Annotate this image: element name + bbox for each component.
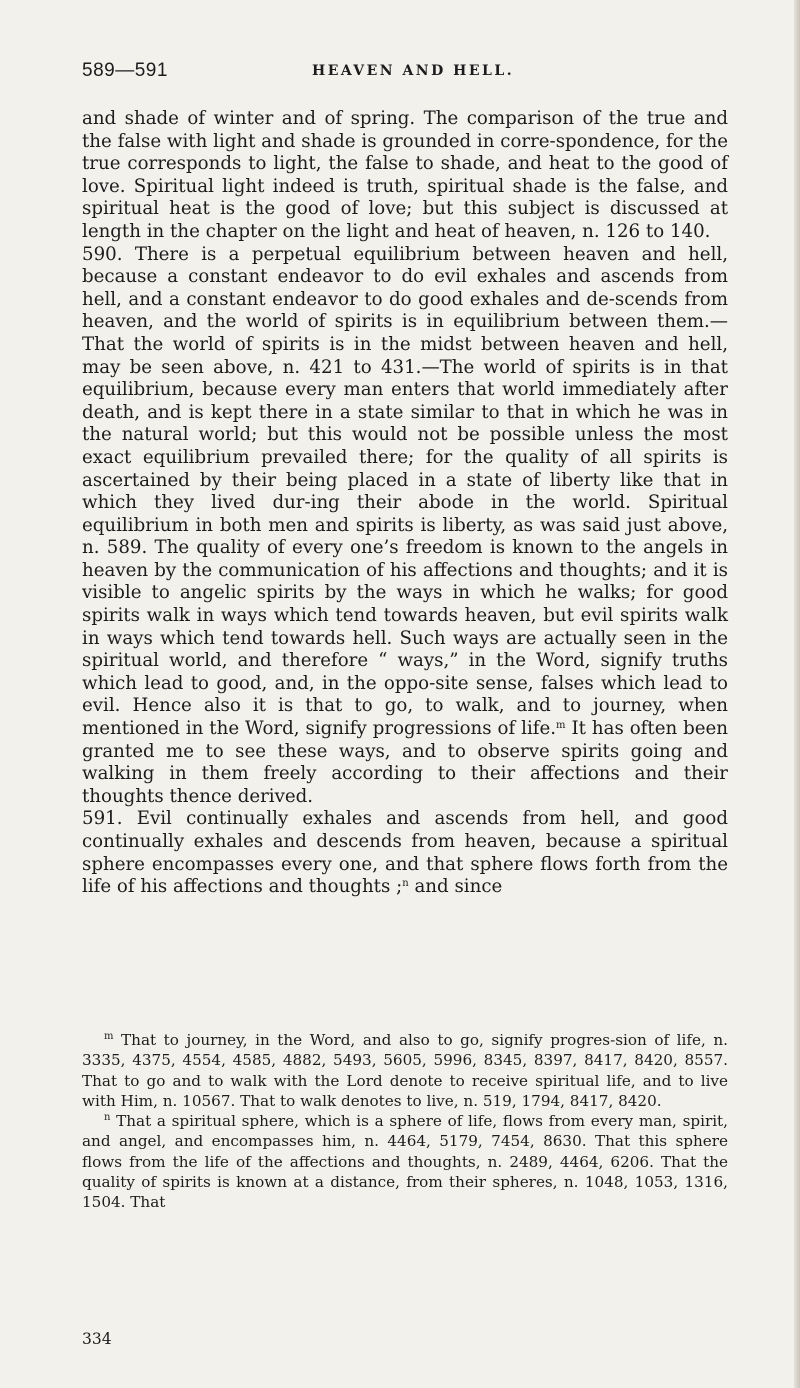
paragraph-591-text: 591. Evil continually exhales and ascends from hell, and good continually exhales and descends from heaven, because a spiritual sphere encompasses every one, and that sphere flows forth from the life of his affections and thoughts ; [82,808,728,898]
footnote-marker-n: n [104,1112,111,1124]
footnote-n-text: That a spiritual sphere, which is a sphere of life, flows from every man, spirit, and angel, and encompasses him, n. 4464, 5179, 7454, 8630. That this sphere flows from the life of the affections and thoughts, n. 2489, 4464, 6206. That the quality of spirits is known at a distance, from their spheres, n. 1048, 1053, 1316, 1504. That [82,1112,728,1212]
paragraph-590 [82,244,728,809]
section-range: 589—591 [82,60,168,81]
footnote-n [82,1111,728,1212]
footnote-m-text: That to journey, in the Word, and also to go, signify progres-sion of life, n. 3335, 4375, 4554, 4585, 4882, 5493, 5605, 5996, 8345, 8397, 8417, 8420, 8557. That to go and to walk with the Lord denote to receive spiritual life, and to live with Him, n. 10567. That to walk denotes to live, n. 519, 1794, 8417, 8420. [82,1031,728,1110]
footnote-m [82,1030,728,1111]
paragraph-590-tail: It has often been granted me to see these ways, and to observe spirits going and walking in them freely according to their affections and their thoughts thence derived. [82,718,728,807]
running-header [82,60,728,86]
footnotes [82,1030,728,1213]
body-text [82,108,728,899]
page-edge [794,0,800,1388]
paragraph-continued: and shade of winter and of spring. The comparison of the true and the false with light and shade is grounded in corre-spondence, for the true corresponds to light, the false to shade, and heat to the good of love. Spiritual light indeed is truth, spiritual shade is the false, and spiritual heat is the good of love; but this subject is discussed at length in the chapter on the light and heat of heaven, n. 126 to 140. [82,108,728,242]
footnote-ref-m: m [556,720,566,732]
signature-folio: 334 [82,1330,112,1348]
footnote-ref-n: n [402,878,409,890]
running-title: HEAVEN AND HELL. [312,63,515,79]
paragraph-590-text: 590. There is a perpetual equilibrium between heaven and hell, because a constant endeavor to do evil exhales and ascends from hell, and a constant endeavor to do good exhales and de-scends from heaven, and the world of spirits is in equilibrium between them.—That the world of spirits is in the midst between heaven and hell, may be seen above, n. 421 to 431.—The world of spirits is in that equilibrium, because every man enters that world immediately after death, and is kept there in a state similar to that in which he was in the natural world; but this would not be possible unless the most exact equilibrium prevailed there; for the quality of all spirits is ascertained by their being placed in a state of liberty like that in which they lived dur-ing their abode in the world. Spiritual equilibrium in both men and spirits is liberty, as was said just above, n. 589. The quality of every one’s freedom is known to the angels in heaven by the communication of his affections and thoughts; and it is visible to angelic spirits by the ways in which he walks; for good spirits walk in ways which tend towards heaven, but evil spirits walk in ways which tend towards hell. Such ways are actually seen in the spiritual world, and therefore “ ways,” in the Word, signify truths which lead to good, and, in the oppo-site sense, falses which lead to evil. Hence also it is that to go, to walk, and to journey, when mentioned in the Word, signify progressions of life. [82,243,728,740]
paragraph-591-tail: and since [414,876,503,898]
footnote-marker-m: m [104,1031,114,1042]
paragraph-591 [82,808,728,898]
